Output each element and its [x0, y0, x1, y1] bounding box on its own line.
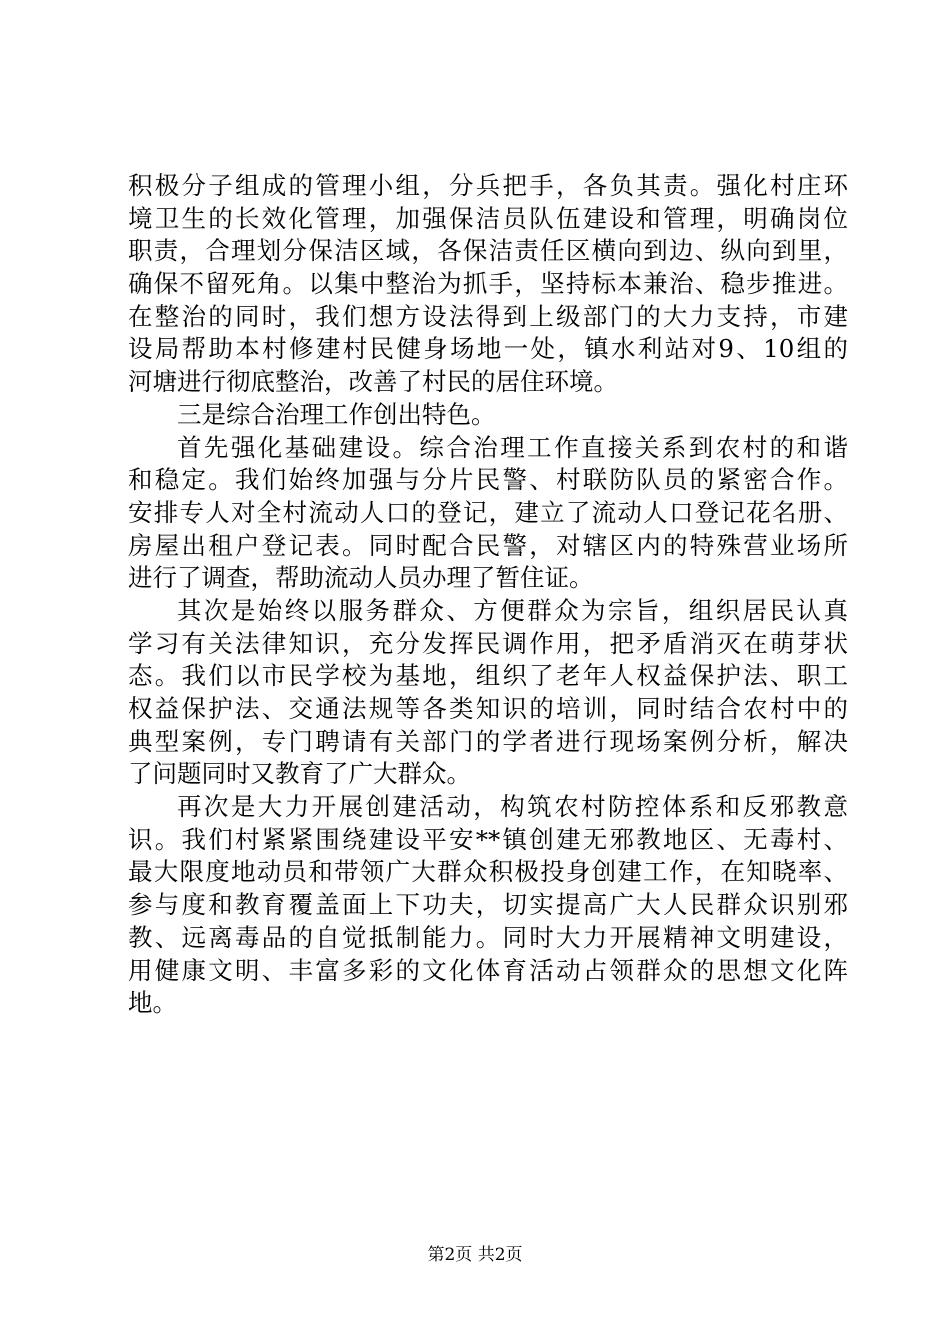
text-line: 识。我们村紧紧围绕建设平安**镇创建无邪教地区、无毒村、	[128, 824, 848, 854]
text-line: 最大限度地动员和带领广大群众积极投身创建工作，在知晓率、	[128, 857, 848, 887]
text-line: 教、远离毒品的自觉抵制能力。同时大力开展精神文明建设，	[128, 922, 848, 952]
text-line: 态。我们以市民学校为基地，组织了老年人权益保护法、职工	[128, 661, 848, 691]
text-line: 安排专人对全村流动人口的登记，建立了流动人口登记花名册、	[128, 497, 848, 527]
text-line: 了问题同时又教育了广大群众。	[128, 759, 471, 789]
text-line: 和稳定。我们始终加强与分片民警、村联防队员的紧密合作。	[128, 465, 848, 495]
page-footer: 第2页 共2页	[427, 1245, 523, 1265]
text-line: 设局帮助本村修建村民健身场地一处，镇水利站对9、10组的	[128, 334, 848, 364]
text-line: 进行了调查，帮助流动人员办理了暂住证。	[128, 563, 594, 593]
text-line: 用健康文明、丰富多彩的文化体育活动占领群众的思想文化阵	[128, 955, 848, 985]
text-line: 在整治的同时，我们想方设法得到上级部门的大力支持，市建	[128, 301, 848, 331]
text-line: 境卫生的长效化管理，加强保洁员队伍建设和管理，明确岗位	[128, 203, 848, 233]
text-line: 学习有关法律知识，充分发挥民调作用，把矛盾消灭在萌芽状	[128, 628, 848, 658]
text-line: 参与度和教育覆盖面上下功夫，切实提高广大人民群众识别邪	[128, 890, 848, 920]
text-line: 积极分子组成的管理小组，分兵把手，各负其责。强化村庄环	[128, 171, 848, 200]
text-line: 再次是大力开展创建活动，构筑农村防控体系和反邪教意	[177, 792, 848, 822]
document-body	[128, 170, 848, 1020]
text-line: 首先强化基础建设。综合治理工作直接关系到农村的和谐	[177, 432, 848, 462]
text-line: 职责，合理划分保洁区域，各保洁责任区横向到边、纵向到里，	[128, 236, 848, 266]
text-line: 三是综合治理工作创出特色。	[177, 399, 496, 429]
text-line: 确保不留死角。以集中整治为抓手，坚持标本兼治、稳步推进。	[128, 269, 848, 299]
text-line: 河塘进行彻底整治，改善了村民的居住环境。	[128, 367, 618, 397]
text-line: 其次是始终以服务群众、方便群众为宗旨，组织居民认真	[177, 595, 848, 625]
text-line: 权益保护法、交通法规等各类知识的培训，同时结合农村中的	[128, 694, 848, 723]
text-line: 地。	[128, 988, 177, 1018]
text-line: 房屋出租户登记表。同时配合民警，对辖区内的特殊营业场所	[128, 530, 848, 560]
text-line: 典型案例，专门聘请有关部门的学者进行现场案例分析，解决	[128, 726, 848, 756]
